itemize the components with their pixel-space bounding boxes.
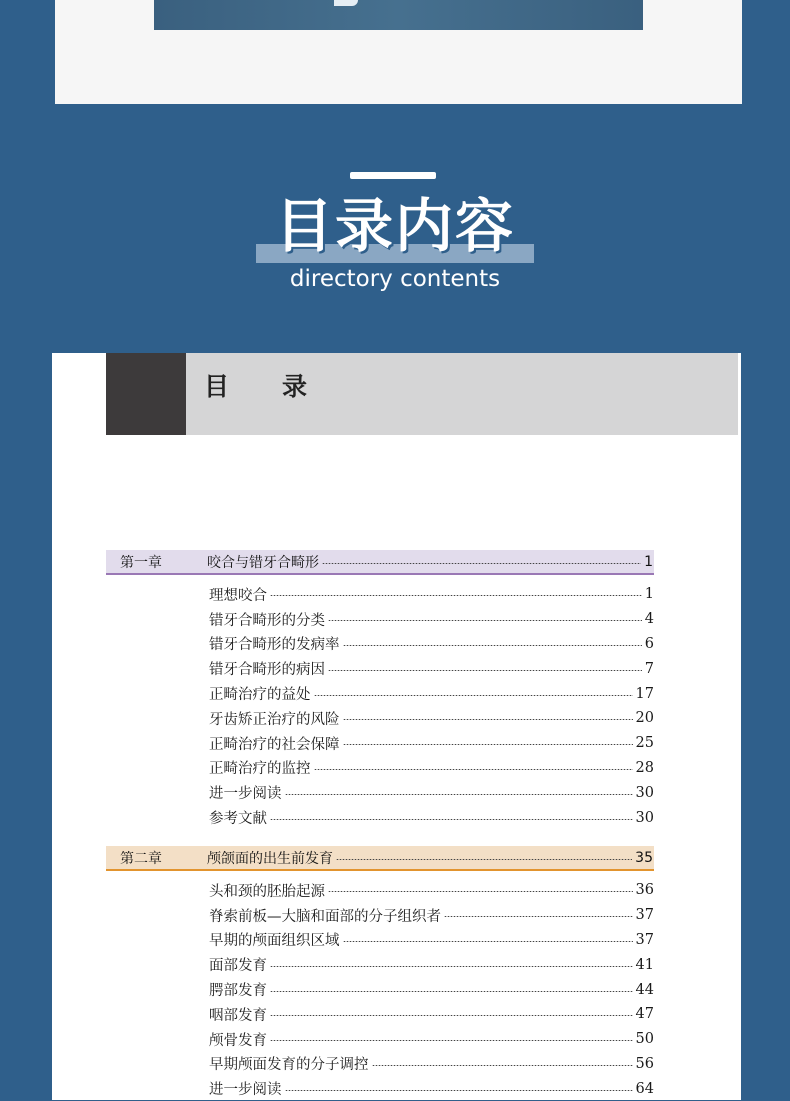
chapter-entry-list <box>209 582 654 830</box>
entry-page: 7 <box>644 660 654 677</box>
entry-label: 理想咬合 <box>209 587 267 604</box>
entry-page: 56 <box>635 1055 654 1072</box>
chapter-title: 咬合与错牙合畸形 <box>207 554 319 571</box>
leader-dots <box>270 966 633 967</box>
toc-entry[interactable] <box>209 681 654 706</box>
entry-label: 正畸治疗的社会保障 <box>209 736 340 753</box>
leader-dots <box>270 819 633 820</box>
leader-dots <box>270 1040 633 1041</box>
toc-entry[interactable] <box>209 607 654 632</box>
toc-header-block <box>106 353 186 435</box>
entry-label: 错牙合畸形的分类 <box>209 612 325 629</box>
entry-page: 25 <box>635 735 654 752</box>
leader-dots <box>444 916 633 917</box>
entry-page: 37 <box>635 907 654 924</box>
leader-dots <box>314 695 633 696</box>
entry-page: 6 <box>644 635 654 652</box>
entry-label: 进一步阅读 <box>209 1082 282 1099</box>
leader-dots <box>343 941 633 942</box>
entry-label: 正畸治疗的益处 <box>209 687 311 704</box>
book-cover-image <box>154 0 643 30</box>
entry-page: 41 <box>635 956 654 973</box>
leader-dots <box>343 719 633 720</box>
entry-label: 错牙合畸形的发病率 <box>209 637 340 654</box>
entry-page: 64 <box>635 1080 654 1097</box>
entry-label: 错牙合畸形的病因 <box>209 662 325 679</box>
entry-page: 1 <box>644 586 654 603</box>
chapter-page: 35 <box>635 849 653 866</box>
toc-entry[interactable] <box>209 1027 654 1052</box>
entry-label: 头和颈的胚胎起源 <box>209 883 325 900</box>
toc-entry[interactable] <box>209 656 654 681</box>
leader-dots <box>285 794 633 795</box>
toc-entry[interactable] <box>209 903 654 928</box>
leader-dots <box>322 563 641 564</box>
entry-page: 28 <box>635 759 654 776</box>
leader-dots <box>372 1065 633 1066</box>
toc-entry[interactable] <box>209 1052 654 1077</box>
leader-dots <box>336 859 632 860</box>
leader-dots <box>270 991 633 992</box>
section-subtitle: directory contents <box>289 266 501 292</box>
entry-page: 30 <box>635 784 654 801</box>
toc-entry[interactable] <box>209 928 654 953</box>
entry-label: 牙齿矫正治疗的风险 <box>209 711 340 728</box>
toc-entry[interactable] <box>209 977 654 1002</box>
toc-entry[interactable] <box>209 780 654 805</box>
leader-dots <box>270 595 642 596</box>
leader-dots <box>343 744 633 745</box>
toc-entry[interactable] <box>209 952 654 977</box>
entry-page: 50 <box>635 1031 654 1048</box>
entry-label: 颅骨发育 <box>209 1032 267 1049</box>
toc-entry[interactable] <box>209 1002 654 1027</box>
title-dash-decoration <box>350 172 436 179</box>
entry-page: 37 <box>635 931 654 948</box>
toc-entry[interactable] <box>209 756 654 781</box>
entry-page: 17 <box>635 685 654 702</box>
entry-label: 早期的颅面组织区域 <box>209 933 340 950</box>
entry-label: 脊索前板—大脑和面部的分子组织者 <box>209 908 441 925</box>
entry-page: 44 <box>635 981 654 998</box>
leader-dots <box>314 769 633 770</box>
entry-page: 47 <box>635 1006 654 1023</box>
entry-page: 30 <box>635 809 654 826</box>
leader-dots <box>328 670 642 671</box>
chapter-title: 颅颌面的出生前发育 <box>207 850 333 867</box>
entry-label: 进一步阅读 <box>209 786 282 803</box>
entry-page: 36 <box>635 882 654 899</box>
leader-dots <box>285 1090 633 1091</box>
entry-label: 咽部发育 <box>209 1007 267 1024</box>
toc-page <box>52 353 741 1100</box>
chapter-number: 第一章 <box>120 554 162 571</box>
chapter-entry-list <box>209 878 654 1101</box>
previous-section-card <box>55 0 742 104</box>
entry-page: 4 <box>644 611 654 628</box>
toc-entry[interactable] <box>209 582 654 607</box>
leader-dots <box>343 645 642 646</box>
chapter-page: 1 <box>644 553 653 570</box>
cover-detail <box>334 0 358 6</box>
entry-label: 早期颅面发育的分子调控 <box>209 1057 369 1074</box>
entry-label: 面部发育 <box>209 958 267 975</box>
leader-dots <box>328 891 633 892</box>
toc-entry[interactable] <box>209 632 654 657</box>
toc-entry[interactable] <box>209 731 654 756</box>
entry-label: 正畸治疗的监控 <box>209 761 311 778</box>
chapter-row[interactable] <box>106 550 654 575</box>
section-title: 目录内容 <box>274 192 515 260</box>
entry-label: 腭部发育 <box>209 983 267 1000</box>
chapter-number: 第二章 <box>120 850 162 867</box>
entry-page: 20 <box>635 710 654 727</box>
toc-entry[interactable] <box>209 1076 654 1101</box>
chapter-row[interactable] <box>106 846 654 871</box>
leader-dots <box>328 620 642 621</box>
toc-entry[interactable] <box>209 805 654 830</box>
toc-entry[interactable] <box>209 706 654 731</box>
entry-label: 参考文献 <box>209 811 267 828</box>
toc-entry[interactable] <box>209 878 654 903</box>
leader-dots <box>270 1015 633 1016</box>
toc-heading: 目录 <box>204 372 361 401</box>
